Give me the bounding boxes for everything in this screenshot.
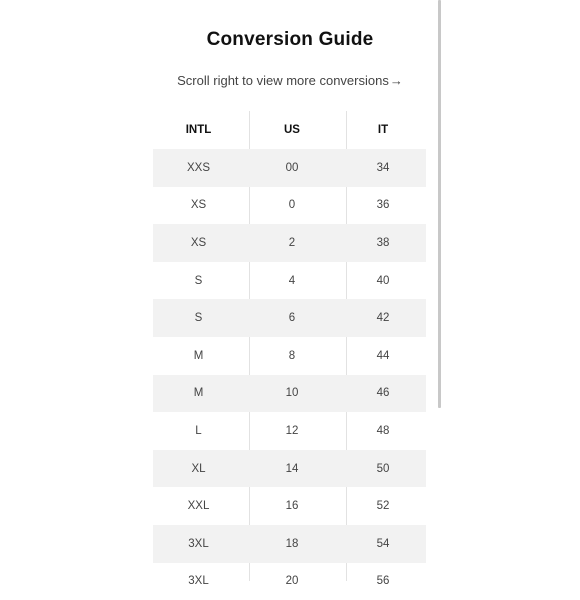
- cell-intl: XXL: [187, 500, 210, 513]
- cell-it: 50: [376, 462, 390, 475]
- cell-intl: 3XL: [188, 575, 209, 588]
- table-row: [153, 450, 426, 488]
- table-row: [153, 224, 426, 262]
- size-conversion-table[interactable]: [153, 111, 426, 600]
- table-row: [153, 299, 426, 337]
- cell-it: 38: [376, 236, 390, 249]
- table-header-row: [153, 111, 426, 149]
- table-row: [153, 375, 426, 413]
- table-body: [153, 149, 426, 600]
- cell-it: 40: [376, 274, 390, 287]
- cell-us: 14: [285, 462, 299, 475]
- arrow-right-icon: →: [389, 73, 403, 88]
- cell-it: 48: [376, 424, 390, 437]
- cell-intl: XS: [190, 236, 207, 249]
- cell-intl: S: [194, 274, 203, 287]
- cell-us: 4: [288, 274, 296, 287]
- table-row: [153, 487, 426, 525]
- vertical-scrollbar[interactable]: [438, 0, 441, 408]
- cell-it: 54: [376, 537, 390, 550]
- cell-us: 18: [285, 537, 299, 550]
- header-intl: INTL: [185, 124, 212, 136]
- table-row: [153, 187, 426, 225]
- cell-us: 0: [288, 199, 296, 212]
- cell-intl: XXS: [186, 161, 210, 174]
- cell-it: 42: [376, 312, 390, 325]
- cell-it: 36: [376, 199, 390, 212]
- table-row: [153, 262, 426, 300]
- cell-us: 16: [285, 500, 299, 513]
- cell-intl: L: [195, 424, 202, 437]
- table-row: [153, 525, 426, 563]
- cell-intl: M: [193, 387, 204, 400]
- cell-us: 20: [285, 575, 299, 588]
- cell-intl: M: [193, 349, 204, 362]
- cell-it: 44: [376, 349, 390, 362]
- cell-us: 12: [285, 424, 299, 437]
- table-row: [153, 563, 426, 600]
- cell-intl: XS: [190, 199, 207, 212]
- page-title: Conversion Guide: [206, 29, 374, 50]
- cell-intl: XL: [191, 462, 206, 475]
- cell-it: 52: [376, 500, 390, 513]
- cell-it: 56: [376, 575, 390, 588]
- cell-intl: 3XL: [188, 537, 209, 550]
- cell-us: 2: [288, 236, 296, 249]
- cell-it: 34: [376, 161, 390, 174]
- cell-us: 8: [288, 349, 296, 362]
- header-us: US: [284, 124, 300, 136]
- cell-intl: S: [194, 312, 203, 325]
- table-row: [153, 337, 426, 375]
- cell-us: 10: [285, 387, 299, 400]
- scroll-hint-text: Scroll right to view more conversions: [177, 73, 389, 88]
- cell-us: 00: [285, 161, 299, 174]
- table-row: [153, 149, 426, 187]
- scroll-hint: [0, 73, 580, 88]
- cell-it: 46: [376, 387, 390, 400]
- header-it: IT: [377, 124, 389, 136]
- table-row: [153, 412, 426, 450]
- cell-us: 6: [288, 312, 296, 325]
